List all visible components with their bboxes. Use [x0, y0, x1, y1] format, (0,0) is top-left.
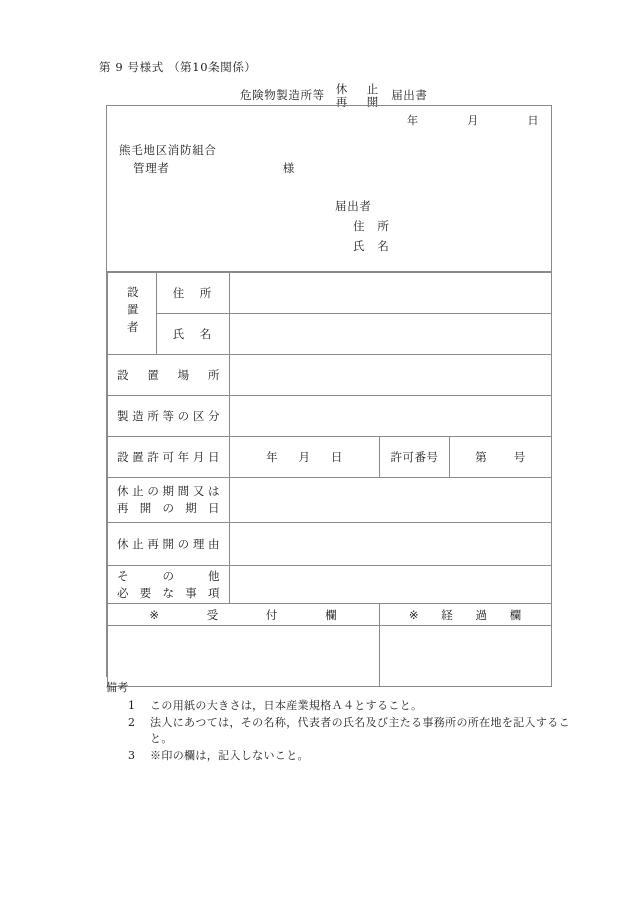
table-row-office-blanks — [108, 626, 552, 687]
title-tail: 届出書 — [391, 88, 428, 103]
installer-label: 設置者 — [125, 285, 140, 339]
date-month-label: 月 — [467, 114, 479, 127]
title-option-resume: 再 開 — [335, 94, 383, 109]
installation-place-value[interactable] — [230, 355, 552, 396]
permit-number-prefix: 第 — [475, 450, 488, 464]
table-row-reason — [108, 523, 552, 566]
submission-date-line — [407, 112, 539, 128]
form-grid — [107, 272, 552, 687]
progress-label-3: 欄 — [509, 607, 523, 622]
reason-label: 休止再開の理由 — [117, 537, 220, 551]
permit-number-fields — [450, 449, 551, 465]
date-day-label: 日 — [527, 114, 539, 127]
note-number: 1 — [128, 698, 136, 712]
installer-name-label: 氏 名 — [172, 327, 214, 341]
table-row-permit — [108, 437, 552, 478]
note-text: 法人にあつては，その名称，代表者の氏名及び主たる事務所の所在地を記入すること。 — [150, 715, 570, 745]
installer-address-value[interactable] — [230, 273, 552, 314]
permit-date-label: 設置許可年月日 — [117, 450, 220, 464]
other-label-line2: 必要な事項 — [117, 585, 220, 600]
progress-mark-icon: ※ — [408, 607, 420, 622]
reason-label-cell — [108, 523, 230, 566]
permit-date-month-label: 月 — [298, 450, 311, 464]
progress-value[interactable] — [380, 626, 552, 687]
suspension-period-value[interactable] — [230, 478, 552, 523]
note-number: 2 — [128, 715, 136, 729]
facility-category-label-cell — [108, 396, 230, 437]
permit-number-label-cell — [380, 437, 450, 478]
installer-name-value[interactable] — [230, 314, 552, 355]
permit-number-suffix: 号 — [513, 450, 526, 464]
suspension-period-label-line2: 再開の期日 — [117, 501, 220, 515]
installer-address-label-cell — [157, 273, 230, 314]
table-row-facility-category — [108, 396, 552, 437]
header-box — [106, 105, 552, 272]
list-item — [128, 715, 576, 748]
reception-value[interactable] — [108, 626, 380, 687]
reason-value[interactable] — [230, 523, 552, 566]
addressee-block — [119, 142, 295, 178]
note-number: 3 — [128, 749, 136, 762]
addressee-role: 管理者 — [133, 160, 170, 175]
installer-address-label: 住 所 — [172, 286, 214, 300]
reception-label-1: 受 — [206, 607, 220, 622]
notes-list — [106, 698, 576, 765]
filer-block — [335, 196, 390, 256]
reception-mark-icon: ※ — [149, 607, 160, 622]
filer-address-label: 住 所 — [353, 219, 390, 234]
suspension-period-label-line1: 休止の期間又は — [117, 484, 220, 499]
permit-date-day-label: 日 — [330, 450, 343, 464]
progress-label-1: 経 — [441, 607, 454, 622]
facility-category-value[interactable] — [230, 396, 552, 437]
progress-label-2: 過 — [475, 607, 488, 622]
installation-place-label-cell — [108, 355, 230, 396]
permit-date-label-cell — [108, 437, 230, 478]
filer-label: 届出者 — [335, 199, 372, 213]
addressee-role-line — [119, 160, 295, 178]
other-label-line1: そ の 他 — [117, 568, 220, 583]
list-item — [128, 698, 576, 715]
reception-label-3: 欄 — [325, 607, 338, 622]
table-row-office-headers — [108, 604, 552, 626]
form-number: 第 9 号様式 （第10条関係） — [99, 60, 257, 74]
permit-date-year-label: 年 — [266, 450, 279, 464]
progress-header — [380, 607, 551, 623]
title-lead: 危険物製造所等 — [240, 88, 325, 103]
table-row-suspension-period — [108, 478, 552, 523]
installer-label-cell — [108, 273, 157, 355]
note-text: この用紙の大きさは，日本産業規格Ａ４とすること。 — [150, 698, 423, 712]
installation-place-label: 設置場所 — [117, 368, 220, 382]
permit-number-value-cell[interactable] — [450, 437, 552, 478]
progress-header-cell — [380, 604, 552, 626]
main-table — [106, 272, 552, 677]
note-text: ※印の欄は，記入しないこと。 — [150, 749, 309, 762]
title-option-suspend: 休 止 — [335, 82, 383, 96]
reception-header — [108, 607, 379, 623]
permit-date-fields — [230, 449, 379, 465]
table-row-installer-name — [108, 314, 552, 355]
list-item — [128, 748, 576, 765]
addressee-honorific: 様 — [282, 160, 295, 175]
permit-number-label: 許可番号 — [390, 450, 439, 464]
table-row-installation-place — [108, 355, 552, 396]
facility-category-label: 製造所等の区分 — [117, 409, 220, 423]
other-label-cell — [108, 566, 230, 604]
reception-label-2: 付 — [265, 607, 279, 622]
filer-name-label: 氏 名 — [353, 239, 390, 254]
table-row-other — [108, 566, 552, 604]
date-year-label: 年 — [407, 114, 419, 127]
addressee-organization: 熊毛地区消防組合 — [119, 143, 217, 157]
permit-date-value-cell[interactable] — [230, 437, 380, 478]
notes-section — [106, 680, 576, 765]
table-row-installer-address — [108, 273, 552, 314]
suspension-period-label-cell — [108, 478, 230, 523]
installer-name-label-cell — [157, 314, 230, 355]
reception-header-cell — [108, 604, 380, 626]
notes-title: 備考 — [106, 681, 129, 694]
other-value[interactable] — [230, 566, 552, 604]
